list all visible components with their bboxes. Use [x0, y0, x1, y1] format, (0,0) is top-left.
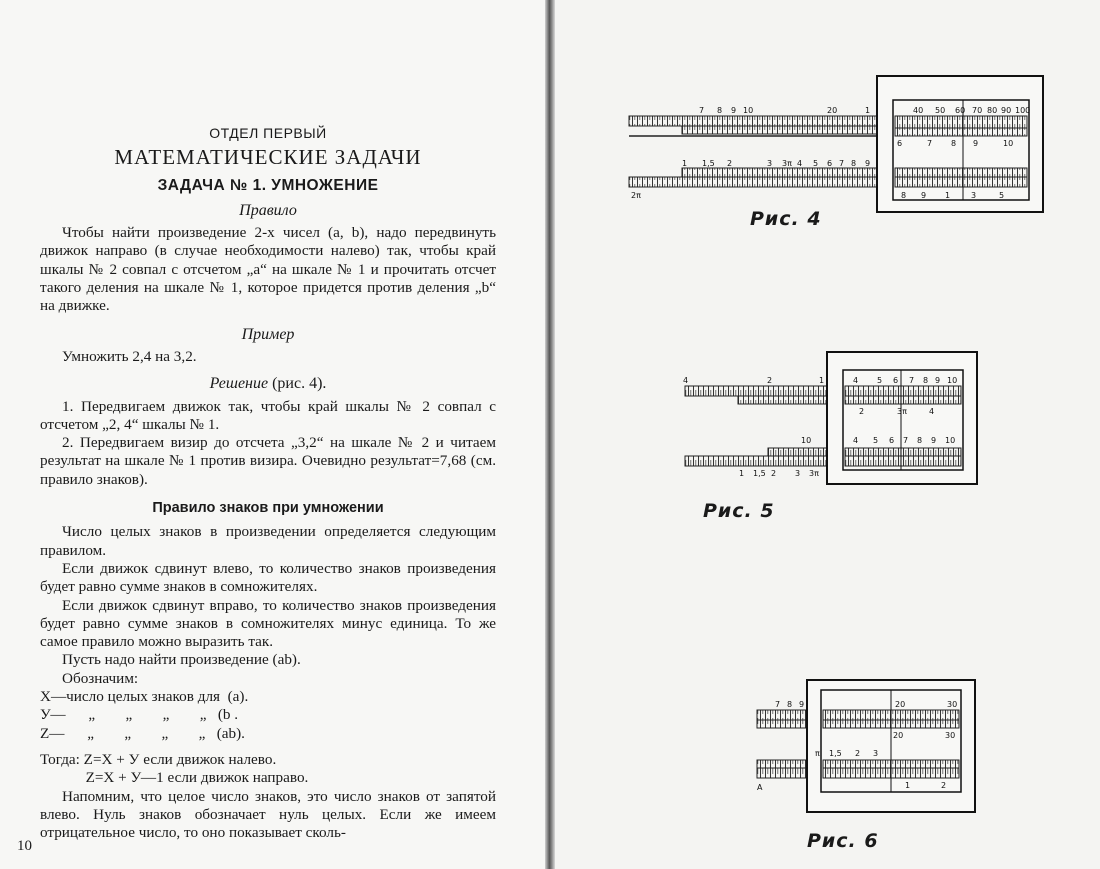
fig4-window-label: 50: [935, 106, 946, 115]
fig5-window-label: 10: [947, 376, 958, 385]
fig4-top-label: 20: [827, 106, 838, 115]
fig5-window-label: 4: [853, 376, 859, 385]
fig5-window-label: 9: [935, 376, 941, 385]
fig6-window-mid-label: 20: [893, 731, 904, 740]
fig5-window-bottom-label: 8: [917, 436, 923, 445]
fig4-left-label: 2π: [631, 191, 641, 200]
fig5-bottom-label: 2: [771, 469, 777, 478]
solution-step: 2. Передвигаем визир до отсчета „3,2“ на шкале № 2 и читаем результат на шкале № 1 против визира. Очевидно результат=7,68 (см. правило знаков).: [40, 434, 496, 488]
fig4-bottom-label: 2: [727, 159, 733, 168]
fig4-bottom-label: 3π: [782, 159, 792, 168]
left-page-text: [40, 124, 496, 842]
notation-label: Обозначим:: [62, 669, 139, 687]
fig4-window-bottom-label: 9: [921, 191, 927, 200]
fig5-window-label: 6: [893, 376, 899, 385]
signs-heading: Правило знаков при умножении: [152, 500, 384, 517]
fig4-bottom-label: 9: [865, 159, 871, 168]
fig4-bottom-label: 5: [813, 159, 819, 168]
fig5-window-mid-label: 3π: [897, 407, 907, 416]
fig4-window-mid-label: 7: [927, 139, 933, 148]
book-gutter: [545, 0, 555, 869]
example-text: Умножить 2,4 на 3,2.: [62, 347, 197, 365]
fig4-bottom-label: 8: [851, 159, 857, 168]
solution-ref: (рис. 4).: [272, 375, 327, 393]
fig6-bottom-label: π: [815, 749, 820, 758]
fig5-window-bottom-label: 10: [945, 436, 956, 445]
fig5-window-bottom-label: 7: [903, 436, 909, 445]
fig4-window-label: 40: [913, 106, 924, 115]
fig5-bottom-label: 10: [801, 436, 812, 445]
fig4-top-label: 9: [731, 106, 737, 115]
left-page: [0, 0, 548, 869]
figure-6-drawing: [755, 678, 979, 818]
fig4-top-label: 8: [717, 106, 723, 115]
figure-5-slide-rule: [683, 350, 983, 490]
fig4-window-bottom-label: 1: [945, 191, 951, 200]
task-title: ЗАДАЧА № 1. УМНОЖЕНИЕ: [157, 176, 379, 194]
fig5-window-bottom-label: 5: [873, 436, 879, 445]
signs-paragraph: Число целых знаков в произведении определяется следующим правилом.: [40, 523, 496, 559]
chapter-title: МАТЕМАТИЧЕСКИЕ ЗАДАЧИ: [114, 145, 422, 170]
figure-5-drawing: [683, 350, 983, 490]
fig4-bottom-label: 7: [839, 159, 845, 168]
fig4-bottom-label: 1: [682, 159, 688, 168]
figure-4-caption: Рис. 4: [750, 208, 822, 230]
fig4-window-label: 100: [1015, 106, 1031, 115]
fig6-window-label: 20: [895, 700, 906, 709]
fig6-left-label: A: [757, 783, 763, 792]
fig5-top-label: 1: [819, 376, 825, 385]
fig6-bottom-label: 3: [873, 749, 879, 758]
fig4-window-label: 80: [987, 106, 998, 115]
fig4-window-bottom-label: 5: [999, 191, 1005, 200]
fig6-window-bottom-label: 1: [905, 781, 911, 790]
fig6-window-bottom-label: 2: [941, 781, 947, 790]
fig4-bottom-label: 1,5: [702, 159, 715, 168]
fig4-window-label: 60: [955, 106, 966, 115]
figure-5-caption: Рис. 5: [703, 500, 775, 522]
fig4-window-mid-label: 10: [1003, 139, 1014, 148]
notation-line: X—число целых знаков для (a).: [40, 688, 249, 706]
rule-text: Чтобы найти произведение 2-х чисел (a, b), надо передвинуть движок направо (в случае необходимости налево) так, чтобы край шкалы № 2 совпал с отсчетом „a“ на шкале № 1 и прочитать отсчет такого деления на шкале № 1, которое придется против деления „b“ на движке.: [40, 224, 496, 315]
fig5-window-bottom-label: 9: [931, 436, 937, 445]
rule-heading: Правило: [239, 201, 297, 219]
fig5-window-mid-label: 4: [929, 407, 935, 416]
then-line: Тогда: Z=X + У если движок налево.: [40, 750, 277, 768]
fig5-window-bottom-label: 6: [889, 436, 895, 445]
fig5-window-mid-label: 2: [859, 407, 865, 416]
fig4-bottom-label: 4: [797, 159, 803, 168]
fig4-bottom-label: 6: [827, 159, 833, 168]
notation-line: Z— „ „ „ „ (ab).: [40, 724, 245, 742]
fig5-window-label: 7: [909, 376, 915, 385]
signs-paragraph: Если движок сдвинут влево, то количество знаков произведения будет равно сумме знаков в сомножителях.: [40, 559, 496, 596]
fig5-bottom-label: 1,5: [753, 469, 766, 478]
right-page: [555, 0, 1100, 869]
fig4-window-mid-label: 6: [897, 139, 903, 148]
section-title: ОТДЕЛ ПЕРВЫЙ: [209, 125, 327, 141]
final-paragraph: Напомним, что целое число знаков, это число знаков от запятой влево. Нуль знаков обозначает нуль целых. Если же имеем отрицательное число, то оно показывает сколь-: [40, 787, 496, 842]
fig6-top-label: 9: [799, 700, 805, 709]
fig5-window-bottom-label: 4: [853, 436, 859, 445]
solution-heading-line: [40, 375, 496, 393]
figure-6-slide-rule: [755, 678, 979, 818]
fig5-window-label: 8: [923, 376, 929, 385]
fig6-window-label: 30: [947, 700, 958, 709]
signs-paragraph: Пусть надо найти произведение (ab).: [62, 651, 301, 669]
page-number: 10: [17, 838, 32, 854]
fig5-window-label: 5: [877, 376, 883, 385]
fig4-top-label: 7: [699, 106, 705, 115]
fig4-window-label: 90: [1001, 106, 1012, 115]
figure-6-caption: Рис. 6: [807, 830, 879, 852]
then-line: Z=X + У—1 если движок направо.: [40, 769, 309, 787]
notation-line: У— „ „ „ „ (b .: [40, 706, 239, 724]
fig4-window-mid-label: 8: [951, 139, 957, 148]
fig4-window-bottom-label: 8: [901, 191, 907, 200]
solution-step: 1. Передвигаем движок так, чтобы край шкалы № 2 совпал с отсчетом „2, 4“ шкалы № 1.: [40, 397, 496, 433]
example-heading: Пример: [241, 325, 295, 343]
fig6-window-mid-label: 30: [945, 731, 956, 740]
fig4-top-label: 10: [743, 106, 754, 115]
fig6-bottom-label: 1,5: [829, 749, 842, 758]
fig6-bottom-label: 2: [855, 749, 861, 758]
fig4-top-label: 1: [865, 106, 871, 115]
figure-4-drawing: [627, 74, 1047, 214]
fig4-window-bottom-label: 3: [971, 191, 977, 200]
figure-4-slide-rule: [627, 74, 1047, 214]
fig5-bottom-label: 3: [795, 469, 801, 478]
signs-paragraph: Если движок сдвинут вправо, то количество знаков произведения будет равно сумме знаков в сомножителях минус единица. То же самое правило можно выразить так.: [40, 596, 496, 651]
fig6-top-label: 7: [775, 700, 781, 709]
fig5-bottom-label: 1: [739, 469, 745, 478]
fig4-window-mid-label: 9: [973, 139, 979, 148]
fig4-bottom-label: 3: [767, 159, 773, 168]
fig6-top-label: 8: [787, 700, 793, 709]
fig4-window-label: 70: [972, 106, 983, 115]
fig5-top-label: 2: [767, 376, 773, 385]
solution-heading: Решение: [209, 375, 269, 393]
fig5-bottom-label: 3π: [809, 469, 819, 478]
fig5-left-label: 4: [683, 376, 689, 385]
